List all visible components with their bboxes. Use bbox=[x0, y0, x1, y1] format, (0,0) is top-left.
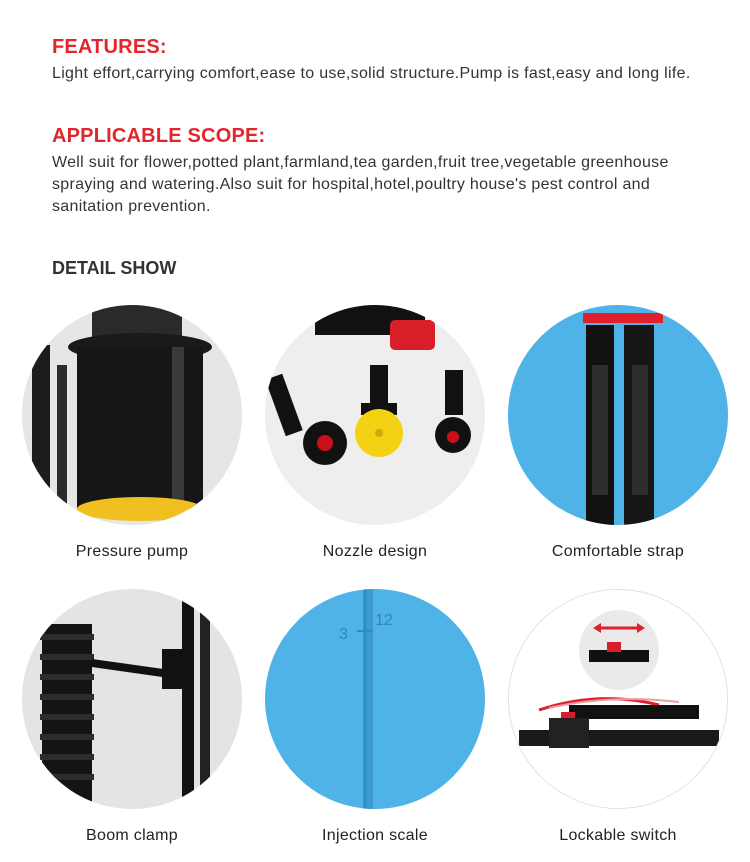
scope-title: APPLICABLE SCOPE: bbox=[52, 125, 266, 147]
scale-right-label: 12 bbox=[375, 612, 393, 629]
detail-item-comfortable-strap bbox=[508, 305, 728, 561]
injection-scale-caption: Injection scale bbox=[322, 827, 428, 844]
detail-show-title: DETAIL SHOW bbox=[52, 258, 177, 278]
lockable-switch-caption: Lockable switch bbox=[559, 827, 677, 844]
comfortable-strap-image bbox=[508, 305, 728, 525]
detail-item-lockable-switch bbox=[508, 589, 728, 845]
pressure-pump-caption: Pressure pump bbox=[75, 543, 189, 560]
scale-left-label: 3 bbox=[339, 626, 348, 643]
pressure-pump-image bbox=[22, 305, 242, 525]
nozzle-design-caption: Nozzle design bbox=[322, 543, 428, 560]
detail-item-pressure-pump bbox=[22, 305, 242, 561]
lockable-switch-image bbox=[508, 589, 728, 809]
nozzle-design-image bbox=[265, 305, 485, 525]
injection-scale-image bbox=[265, 589, 485, 809]
features-text: Light effort,carrying comfort,ease to use,solid structure.Pump is fast,easy and long life. bbox=[52, 65, 691, 82]
boom-clamp-caption: Boom clamp bbox=[86, 827, 178, 844]
detail-item-boom-clamp bbox=[22, 589, 242, 845]
boom-clamp-image bbox=[22, 589, 242, 809]
detail-item-nozzle-design bbox=[265, 305, 485, 561]
scope-text: Well suit for flower,potted plant,farmland,tea garden,fruit tree,vegetable greenhouse spraying and watering.Also suit for hospital,hotel,poultry house's pest control and sanitation prevention. bbox=[52, 154, 669, 215]
detail-item-injection-scale bbox=[265, 589, 485, 845]
features-title: FEATURES: bbox=[52, 36, 167, 58]
comfortable-strap-caption: Comfortable strap bbox=[551, 543, 685, 560]
